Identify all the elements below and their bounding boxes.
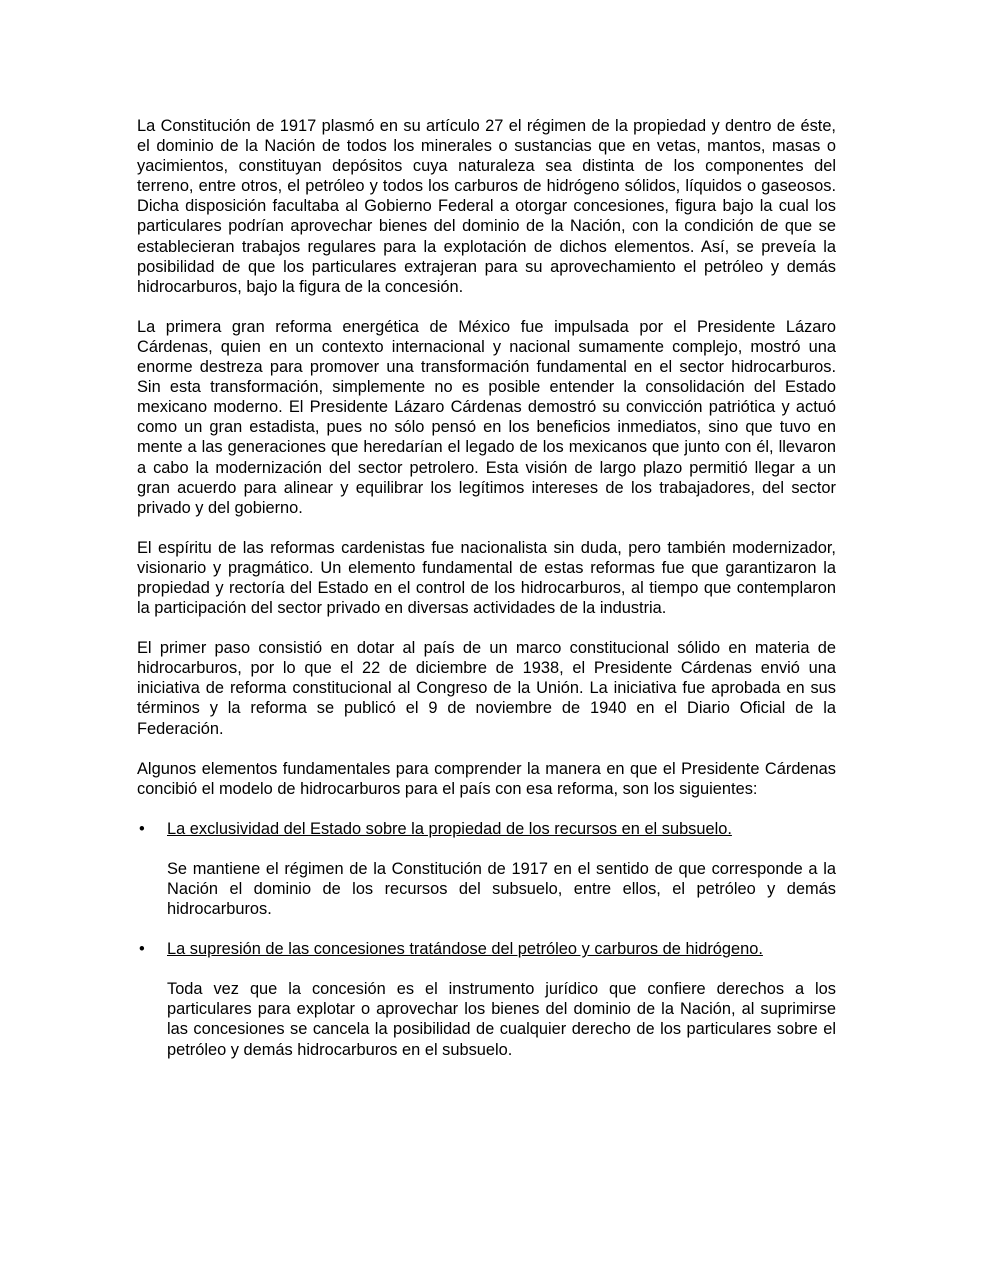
paragraph-primer-paso: El primer paso consistió en dotar al país de un marco constitucional sólido en materia de hidrocarburos, por lo que el 22 de diciembre de 1938, el Presidente Cárdenas envió una iniciativa de reforma constitucional al Congreso de la Unión. La iniciativa fue aprobada en sus términos y la reforma se publicó el 9 de noviembre de 1940 en el Diario Oficial de la Federación.: [137, 639, 836, 738]
paragraph-espiritu-reformas: El espíritu de las reformas cardenistas fue nacionalista sin duda, pero también modernizador, visionario y pragmático. Un elemento fundamental de estas reformas fue que garantizaron la propiedad y rectoría del Estado en el control de los hidrocarburos, al tiempo que contemplaron la participación del sector privado en diversas actividades de la industria.: [137, 538, 836, 618]
bullet-body-supresion: Toda vez que la concesión es el instrumento jurídico que confiere derechos a los particulares para explotar o aprovechar los bienes del dominio de la Nación, al suprimirse las concesiones se cancela la posibilidad de cualquier derecho de los particulares sobre el petróleo y demás hidrocarburos en el subsuelo.: [167, 980, 836, 1059]
bullet-icon: •: [139, 940, 145, 959]
bullet-item-exclusividad: [137, 819, 836, 839]
paragraph-constitucion-1917: La Constitución de 1917 plasmó en su artículo 27 el régimen de la propiedad y dentro de éste, el dominio de la Nación de todos los minerales o sustancias que en vetas, mantos, masas o yacimientos, constituyan depósitos cuya naturaleza sea distinta de los componentes del terreno, entre otros, el petróleo y todos los carburos de hidrógeno sólidos, líquidos o gaseosos. Dicha disposición facultaba al Gobierno Federal a otorgar concesiones, figura bajo la cual los particulares podrían aprovechar bienes del dominio de la Nación, con la condición de que se establecieran trabajos regulares para la explotación de dichos elementos. Así, se preveía la posibilidad de que los particulares extrajeran para su aprovechamiento el petróleo y demás hidrocarburos, bajo la figura de la concesión.: [137, 117, 836, 296]
bullet-title-exclusividad: La exclusividad del Estado sobre la propiedad de los recursos en el subsuelo.: [167, 819, 732, 838]
bullet-icon: •: [139, 819, 145, 838]
paragraph-primera-reforma: La primera gran reforma energética de México fue impulsada por el Presidente Lázaro Cárdenas, quien en un contexto internacional y nacional sumamente complejo, mostró una enorme destreza para promover una transformación fundamental en el sector hidrocarburos. Sin esta transformación, simplemente no es posible entender la consolidación del Estado mexicano moderno. El Presidente Lázaro Cárdenas demostró su convicción patriótica y actuó como un gran estadista, pues no sólo pensó en los beneficios inmediatos, sino que tuvo en mente a las generaciones que heredarían el legado de los mexicanos que junto con él, llevaron a cabo la modernización del sector petrolero. Esta visión de largo plazo permitió llegar a un gran acuerdo para alinear y equilibrar los legítimos intereses de los trabajadores, del sector privado y del gobierno.: [137, 317, 836, 517]
bullet-title-supresion: La supresión de las concesiones tratándose del petróleo y carburos de hidrógeno.: [167, 940, 763, 959]
bullet-body-exclusividad: Se mantiene el régimen de la Constitución de 1917 en el sentido de que corresponde a la Nación el dominio de los recursos del subsuelo, entre ellos, el petróleo y demás hidrocarburos.: [167, 859, 836, 919]
paragraph-elementos-fundamentales: Algunos elementos fundamentales para comprender la manera en que el Presidente Cárdenas concibió el modelo de hidrocarburos para el país con esa reforma, son los siguientes:: [137, 759, 836, 798]
bullet-item-supresion: [137, 939, 836, 959]
document-page: [137, 116, 836, 1080]
